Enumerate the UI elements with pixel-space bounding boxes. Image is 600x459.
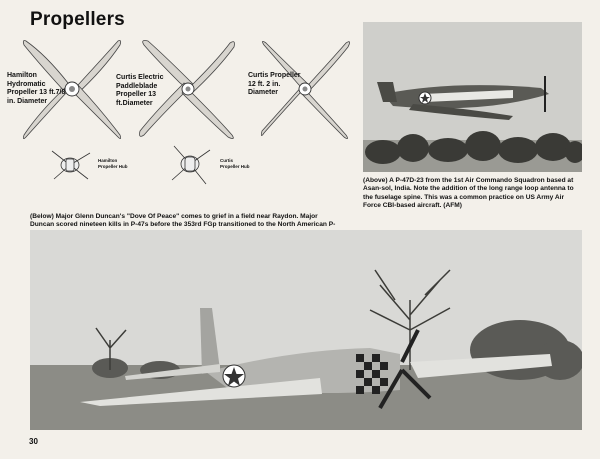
crashed-p47-photo (30, 230, 582, 430)
p47-flight-photo-image (363, 22, 582, 172)
crashed-p47-photo-image (30, 230, 582, 430)
page-title: Propellers (30, 9, 125, 30)
hamilton-hub-label: Hamilton Propeller Hub (98, 158, 128, 169)
curtis-hub-label: Curtis Propeller Hub (220, 158, 250, 169)
page-number: 30 (29, 437, 38, 446)
curtis-hub-drawing (166, 140, 216, 188)
p47-flight-photo (363, 22, 582, 172)
curtis-propeller-label: Curtis Propeller 12 ft. 2 in. Diameter (248, 72, 301, 96)
hamilton-hub-drawing (46, 145, 96, 185)
hamilton-propeller-label: Hamilton Hydromatic Propeller 13 ft.7/8 in. Diameter (7, 72, 66, 105)
curtis-paddleblade-propeller-label: Curtis Electric Paddleblade Propeller 13 ft.Diameter (116, 74, 164, 107)
caption-below: (Below) Major Glenn Duncan's "Dove Of Peace" comes to grief in a field near Raydon. Major Duncan scored nineteen kills in P-47s before the 353rd FGp transitioned to the North American P- (30, 213, 336, 229)
caption-above: (Above) A P-47D-23 from the 1st Air Commando Squadron based at Asan-sol, India. Note the addition of the long range loop antenna to the fuselage spine. This was a common practice on US Army Air Force CBI-based aircraft. (AFM) (363, 177, 574, 209)
